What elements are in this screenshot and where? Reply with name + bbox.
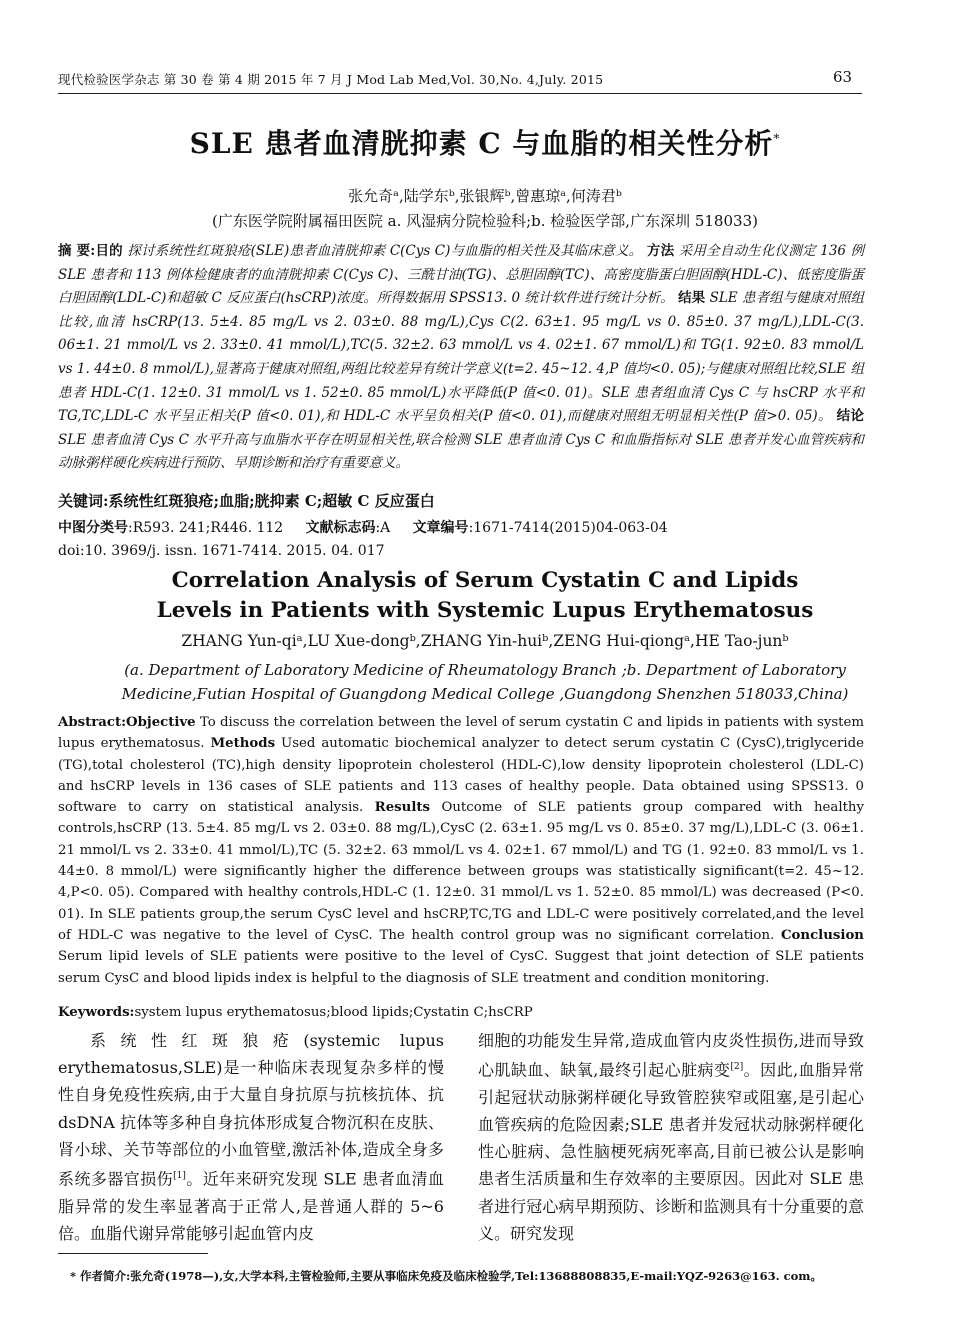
citation-1: [1]	[173, 1171, 186, 1182]
english-keywords	[58, 1005, 864, 1020]
header-rule	[58, 93, 862, 94]
title-footnote-mark: *	[773, 131, 781, 146]
english-title	[0, 566, 970, 626]
chinese-title	[0, 122, 970, 162]
body-right-text-b: 。因此,血脂异常引起冠状动脉粥样硬化导致管腔狭窄或阻塞,是引起心血管疾病的危险因素;SLE 患者并发冠状动脉粥样硬化性心脏病、急性脑梗死病死率高,目前已被公认是影响患者生活质量和生存效率的主要原因。因此对 SLE 患者进行冠心病早期预防、诊断和监测具有十分重要的意义。研究发现	[478, 1060, 864, 1243]
abstract-en-results: Outcome of SLE patients group compared with healthy controls,hsCRP (13. 5±4. 85 mg/L vs 2. 03±0. 88 mg/L),CysC (2. 63±1. 95 mg/L vs 0. 85±0. 37 mg/L),LDL-C (3. 06±1. 21 mmol/L vs 2. 33±0. 41 mmol/L),TC (5. 32±2. 63 mmol/L vs 4. 02±1. 67 mmol/L) and TG (1. 92±0. 83 mmol/L vs 1. 44±0. 8 mmol/L) were significantly higher the difference between groups was statistically significant(t=2. 45~12. 4,P<0. 05). Compared with healthy controls,HDL-C (1. 12±0. 31 mmol/L vs 1. 52±0. 85 mmol/L) was decreased (P<0. 01). In SLE patients group,the serum CysC level and hsCRP,TC,TG and LDL-C were positively correlated,and the level of HDL-C was negative to the level of CysC. The health control group was no significant correlation.	[58, 800, 865, 943]
abstract-en-conclusion-label: Conclusion	[780, 927, 864, 943]
body-column-left	[58, 1027, 444, 1247]
abstract-en-methods-label: Methods	[210, 736, 276, 752]
english-affiliation	[0, 658, 970, 706]
english-affiliation-line-2: Medicine,Futian Hospital of Guangdong Medical College ,Guangdong Shenzhen 518033,China)	[121, 685, 849, 703]
abstract-en-methods: Used automatic biochemical analyzer to detect serum cystatin C (CysC),triglyceride (TG),total cholesterol (TC),high density lipoprotein cholesterol (HDL-C),low density lipoprotein cholesterol (LDL-C) and hsCRP levels in 136 cases of SLE patients and 113 cases of healthy people. Data obtained using SPSS13. 0 software to carry on statistical analysis.	[58, 736, 864, 816]
abstract-en-objective: To discuss the correlation between the level of serum cystatin C and lipids in patients with system lupus erythematosus.	[58, 715, 864, 752]
abstract-cn-methods-label: 方法	[646, 243, 675, 259]
chinese-title-text: SLE 患者血清胱抑素 C 与血脂的相关性分析	[189, 127, 774, 160]
doc-code-label: 文献标志码	[305, 520, 376, 536]
abstract-cn-conclusion: SLE 患者血清 Cys C 水平升高与血脂水平存在明显相关性,联合检测 SLE 患者血清 Cys C 和血脂指标对 SLE 患者并发心血管疾病和动脉粥样硬化疾病进行预防、早期诊断和治疗有重要意义。	[58, 431, 864, 472]
doi: doi:10. 3969/j. issn. 1671-7414. 2015. 04. 017	[58, 543, 385, 559]
body-right-text-a: 细胞的功能发生异常,造成血管内皮炎性损伤,进而导致心肌缺血、缺氧,最终引起心脏病变	[478, 1031, 864, 1080]
article-number-label: 文章编号	[412, 520, 469, 536]
abstract-cn-methods: 采用全自动生化仪测定 136 例 SLE 患者和 113 例体检健康者的血清胱抑素 C(Cys C)、三酰甘油(TG)、总胆固醇(TC)、高密度脂蛋白胆固醇(HDL-C)、低密度脂蛋白胆固醇(LDL-C)和超敏 C 反应蛋白(hsCRP)浓度。所得数据用 SPSS13. 0 统计软件进行统计分析。	[58, 243, 865, 307]
english-keywords-text: system lupus erythematosus;blood lipids;Cystatin C;hsCRP	[134, 1005, 533, 1020]
english-authors: ZHANG Yun-qiᵃ,LU Xue-dongᵇ,ZHANG Yin-huiᵇ,ZENG Hui-qiongᵃ,HE Tao-junᵇ	[181, 632, 789, 650]
citation-2: [2]	[730, 1062, 744, 1073]
abstract-en-conclusion: Serum lipid levels of SLE patients were positive to the level of CysC. Suggest that joint detection of SLE patients serum CysC and blood lipids index is helpful to the diagnosis of SLE treatment and condition monitoring.	[58, 949, 864, 986]
body-left-text-b: 。近年来研究发现 SLE 患者血清血脂异常的发生率显著高于正常人,是普通人群的 5~6 倍。血脂代谢异常能够引起血管内皮	[58, 1169, 444, 1243]
chinese-abstract	[58, 240, 864, 476]
abstract-en-label: Abstract:Objective	[58, 715, 196, 730]
abstract-cn-results: SLE 患者组与健康对照组比较,血清 hsCRP(13. 5±4. 85 mg/L vs 2. 03±0. 88 mg/L),Cys C(2. 63±1. 95 mg/L vs 0. 85±0. 37 mg/L),LDL-C(3. 06±1. 21 mmol/L vs 2. 33±0. 41 mmol/L),TC(5. 32±2. 63 mmol/L vs 4. 02±1. 67 mmol/L)和 TG(1. 92±0. 83 mmol/L vs 1. 44±0. 8 mmol/L),显著高于健康对照组,两组比较差异有统计学意义(t=2. 45~12. 4,P 值均<0. 05);与健康对照组比较,SLE 组患者 HDL-C(1. 12±0. 31 mmol/L vs 1. 52±0. 85 mmol/L)水平降低(P 值<0. 01)。SLE 患者组血清 Cys C 与 hsCRP 水平和 TG,TC,LDL-C 水平呈正相关(P 值<0. 01),和 HDL-C 水平呈负相关(P 值<0. 01),而健康对照组无明显相关性(P 值>0. 05)。	[58, 290, 865, 425]
english-keywords-label: Keywords:	[58, 1005, 135, 1020]
abstract-cn-objective: 探讨系统性红斑狼疮(SLE)患者血清胱抑素 C(Cys C)与血脂的相关性及其临床意义。	[127, 243, 643, 259]
body-column-right	[478, 1027, 864, 1247]
abstract-cn-results-label: 结果	[678, 290, 706, 307]
chinese-affiliation: (广东医学院附属福田医院 a. 风湿病分院检验科;b. 检验医学部,广东深圳 518033)	[212, 212, 758, 230]
running-head: 现代检验医学杂志 第 30 卷 第 4 期 2015 年 7 月 J Mod Lab Med,Vol. 30,No. 4,July. 2015	[58, 72, 604, 87]
chinese-authors: 张允奇ᵃ,陆学东ᵇ,张银辉ᵇ,曾惠琼ᵃ,何涛君ᵇ	[348, 187, 622, 205]
english-title-line-2: Levels in Patients with Systemic Lupus Erythematosus	[156, 598, 814, 623]
english-abstract	[58, 712, 864, 989]
page-number: 63	[833, 68, 853, 86]
clc-label: 中图分类号	[58, 520, 128, 536]
abstract-en-results-label: Results	[374, 800, 431, 816]
classification-line	[58, 517, 864, 537]
chinese-keywords: 关键词:系统性红斑狼疮;血脂;胱抑素 C;超敏 C 反应蛋白	[58, 492, 435, 510]
english-title-line-1: Correlation Analysis of Serum Cystatin C and Lipids	[171, 568, 799, 593]
doc-code-value: :A	[375, 520, 391, 536]
author-footnote: * 作者简介:张允奇(1978—),女,大学本科,主管检验师,主要从事临床免疫及临床检验学,Tel:13688808835,E-mail:YQZ-9263@163. com。	[70, 1269, 822, 1283]
abstract-cn-conclusion-label: 结论	[836, 408, 865, 425]
english-affiliation-line-1: (a. Department of Laboratory Medicine of Rheumatology Branch ;b. Department of Laboratory	[124, 661, 846, 679]
article-number-value: :1671-7414(2015)04-063-04	[468, 520, 668, 536]
clc-value: :R593. 241;R446. 112	[128, 520, 284, 536]
footnote-rule	[58, 1253, 208, 1254]
abstract-cn-label: 摘 要:目的	[58, 243, 123, 259]
body-left-text-a: 系统性红斑狼疮(systemic lupus erythematosus,SLE)是一种临床表现复杂多样的慢性自身免疫性疾病,由于大量自身抗原与抗核抗体、抗 dsDNA 抗体等多种自身抗体形成复合物沉积在皮肤、肾小球、关节等部位的小血管壁,激活补体,造成全身多系统多器官损伤	[58, 1031, 444, 1189]
